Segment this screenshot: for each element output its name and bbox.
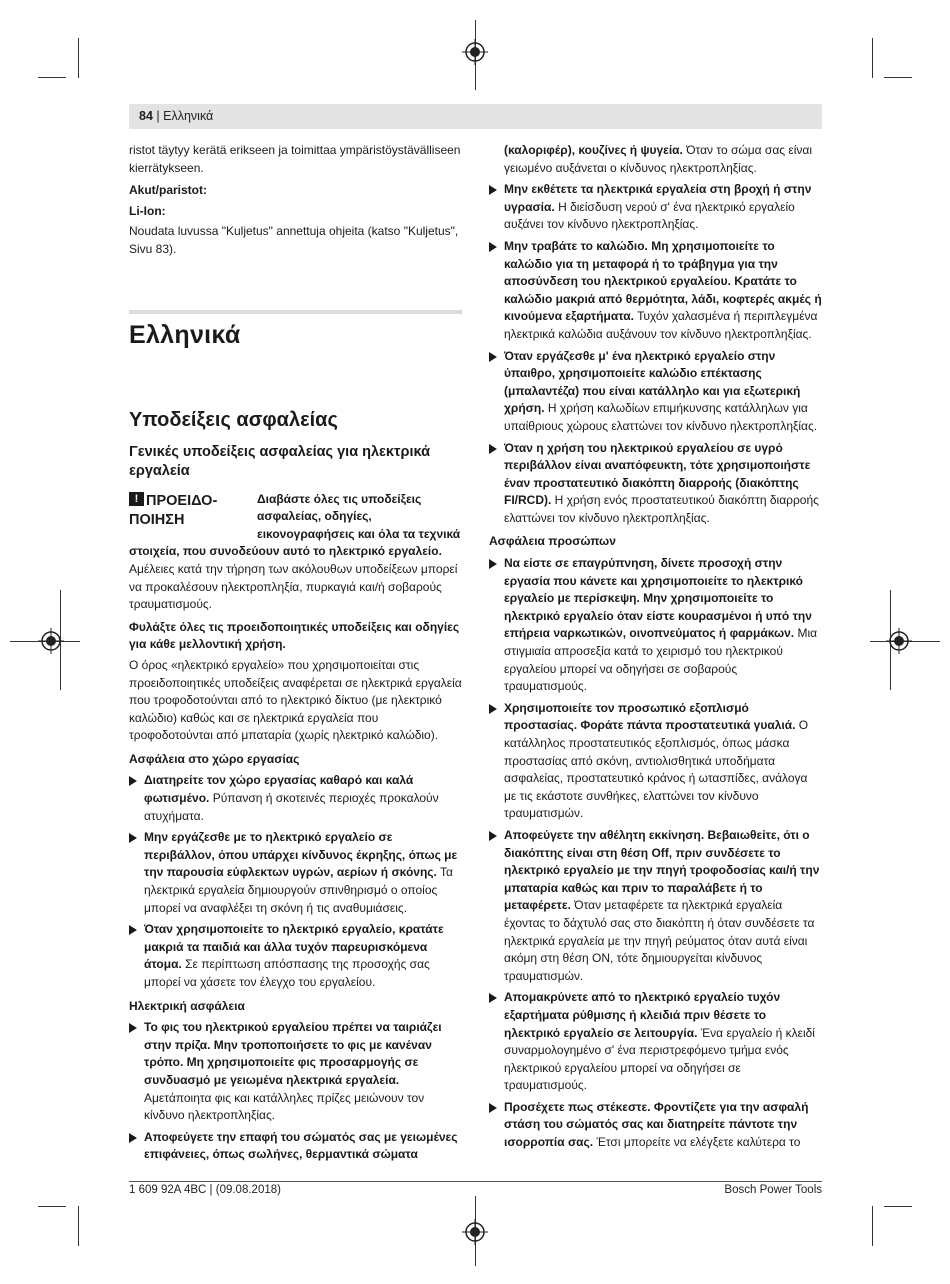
list-item-text: Ρύπανση ή σκοτεινές περιοχές προκαλούν ατυχήματα. bbox=[144, 791, 439, 823]
list-item bbox=[129, 772, 462, 825]
list-item-text: Η χρήση καλωδίων επιμήκυνσης κατάλληλων για υπαίθριους χώρους ελαττώνει τον κίνδυνο ηλεκτροπληξίας. bbox=[504, 401, 818, 433]
workplace-heading: Ασφάλεια στο χώρο εργασίας bbox=[129, 751, 300, 766]
registration-mark-icon bbox=[462, 39, 488, 65]
list-item-bold: Χρησιμοποιείτε τον προσωπικό εξοπλισμό προστασίας. Φοράτε πάντα προστατευτικά γυαλιά. bbox=[504, 700, 796, 733]
list-item bbox=[489, 827, 822, 985]
electrical-heading: Ηλεκτρική ασφάλεια bbox=[129, 998, 245, 1013]
page-header bbox=[129, 104, 822, 129]
list-item-bold: Απομακρύνετε από το ηλεκτρικό εργαλείο τυχόν εξαρτήματα ρύθμισης ή κλειδιά πριν θέσετε το ηλεκτρικό εργαλείο σε λειτουργία. bbox=[504, 990, 781, 1040]
crop-mark bbox=[884, 1206, 912, 1207]
warning-label: ΠΡΟΕΙΔΟΠΟΙΗΣΗ bbox=[129, 492, 218, 528]
list-item-bold: Διατηρείτε τον χώρο εργασίας καθαρό και καλά φωτισμένο. bbox=[144, 773, 414, 806]
list-item bbox=[129, 1019, 462, 1125]
crop-mark bbox=[884, 77, 912, 78]
list-item-text: Η χρήση ενός προστατευτικού διακόπτη διαρροής ελαττώνει τον κίνδυνο ηλεκτροπληξίας. bbox=[504, 493, 819, 525]
list-item-text: Ο κατάλληλος προστατευτικός εξοπλισμός, όπως μάσκα προστασίας από σκόνη, αντιολισθητικά υποδήματα ασφαλείας, προστατευτικό κράνος ή ωτασπίδες, ανάλογα με τις εκάστοτε συνθήκες, ελαττώνει τον κίνδυνο τραυματισμών. bbox=[504, 718, 809, 821]
crop-mark bbox=[78, 1206, 79, 1246]
list-item-text: Σε περίπτωση απόσπασης της προσοχής σας μπορεί να χάσετε τον έλεγχο του εργαλείου. bbox=[144, 957, 430, 989]
warning-block bbox=[129, 491, 462, 614]
list-item-bold: Αποφεύγετε την επαφή του σώματός σας με γειωμένες επιφάνειες, όπως σωλήνες, θερμαντικά σώματα bbox=[144, 1129, 458, 1162]
list-item bbox=[489, 238, 822, 344]
personal-heading: Ασφάλεια προσώπων bbox=[489, 534, 616, 549]
list-item-bold: Αποφεύγετε την αθέλητη εκκίνηση. Βεβαιωθείτε, ότι ο διακόπτης είναι στη θέση Off, πριν συνδέσετε το ηλεκτρικό εργαλείο με την πηγή τροφοδοσίας και/ή την μπαταρία καθώς και πριν το παραλάβετε ή το μεταφέρετε. bbox=[504, 827, 820, 913]
list-item-bold: (καλοριφέρ), κουζίνες ή ψυγεία. bbox=[504, 143, 683, 157]
list-item-text: Η διείσδυση νερού σ' ένα ηλεκτρικό εργαλείο αυξάνει τον κίνδυνο ηλεκτροπληξίας. bbox=[504, 199, 795, 232]
crop-mark bbox=[872, 38, 873, 78]
registration-mark-icon bbox=[38, 628, 64, 654]
footer-doc-code: 1 609 92A 4BC | (09.08.2018) bbox=[129, 1184, 281, 1196]
list-item-text: Τα ηλεκτρικά εργαλεία δημιουργούν σπινθηρισμό ο οποίος μπορεί να αναφλέξει τη σκόνη ή τις αναθυμιάσεις. bbox=[144, 865, 453, 915]
page-number: 84 bbox=[139, 109, 153, 123]
header-separator: | bbox=[156, 109, 160, 123]
keep-instructions: Φυλάξτε όλες τις προειδοποιητικές υποδείξεις και οδηγίες για κάθε μελλοντική χρήση. bbox=[129, 619, 460, 652]
list-item bbox=[489, 700, 822, 823]
section-title: Ελληνικά bbox=[129, 320, 241, 349]
list-item-bold: Προσέχετε πως στέκεστε. Φροντίζετε για την ασφαλή στάση του σώματός σας και διατηρείτε πάντοτε την ισορροπία σας. bbox=[504, 1099, 809, 1150]
registration-mark-icon bbox=[462, 1219, 488, 1245]
crop-mark bbox=[872, 1206, 873, 1246]
list-item-bold: Να είστε σε επαγρύπνηση, δίνετε προσοχή στην εργασία που κάνετε και χρησιμοποιείτε το ηλεκτρικό εργαλείο με περίσκεψη. Μην χρησιμοποιείτε το ηλεκτρικό εργαλείο όταν είστε κουρασμένοι ή υπό την επήρεια ναρκωτικών, οινοπνεύματος ή φαρμάκων. bbox=[504, 556, 812, 641]
list-item-bold: Μην εργάζεσθε με το ηλεκτρικό εργαλείο σε περιβάλλον, όπου υπάρχει κίνδυνος έκρηξης, όπως με την παρουσία εύφλεκτων υγρών, αερίων ή σκόνης. bbox=[144, 830, 458, 880]
crop-mark bbox=[78, 38, 79, 78]
crop-mark bbox=[38, 77, 66, 78]
warning-text: Αμέλειες κατά την τήρηση των ακόλουθων υποδείξεων μπορεί να προκαλέσουν ηλεκτροπληξία, πυρκαγιά και/ή σοβαρούς τραυματισμούς. bbox=[129, 561, 458, 612]
footer-divider bbox=[129, 1181, 822, 1182]
list-item bbox=[129, 921, 462, 991]
registration-mark-icon bbox=[886, 628, 912, 654]
li-ion-heading: Li-Ion: bbox=[129, 203, 166, 218]
warning-bold-text: Διαβάστε όλες τις υποδείξεις ασφαλείας, οδηγίες, εικονογραφήσεις και όλα τα τεχνικά στοιχεία, που συνοδεύουν αυτό το ηλεκτρικό εργαλείο. bbox=[129, 491, 461, 559]
warning-label-box bbox=[129, 491, 251, 530]
list-item bbox=[129, 829, 462, 917]
list-item-text: Όταν μεταφέρετε τα ηλεκτρικά εργαλεία έχοντας το δάχτυλό σας στο διακόπτη ή όταν συνδέσετε τα ηλεκτρικά εργαλεία με την πηγή ρεύματος όταν αυτά είναι ακόμη στη θέση ON, τότε δημιουργείται κίνδυνος τραυματισμών. bbox=[504, 898, 815, 983]
list-item bbox=[489, 348, 822, 436]
term-definition: Ο όρος «ηλεκτρικό εργαλείο» που χρησιμοποιείται στις προειδοποιητικές υποδείξεις αναφέρεται σε ηλεκτρικά εργαλεία που τροφοδοτούνται από το ηλεκτρικό δίκτυο (με ηλεκτρικό καλώδιο) καθώς και σε ηλεκτρικά εργαλεία που τροφοδοτούνται από μπαταρία (χωρίς ηλεκτρικό καλώδιο). bbox=[129, 657, 462, 743]
list-item-text: Αμετάποιητα φις και κατάλληλες πρίζες μειώνουν τον κίνδυνο ηλεκτροπληξίας. bbox=[144, 1090, 425, 1123]
left-column bbox=[129, 142, 462, 1164]
header-text bbox=[139, 109, 213, 123]
list-item-bold: Μην τραβάτε το καλώδιο. Μη χρησιμοποιείτε το καλώδιο για τη μεταφορά ή το τράβηγμα για την αποσύνδεση του ηλεκτρικού εργαλείου. Κρατάτε το καλώδιο μακριά από θερμότητα, λάδι, κοφτερές ακμές ή κινούμενα εξαρτήματα. bbox=[504, 238, 822, 324]
list-item-text: Μια στιγμιαία απροσεξία κατά το χειρισμό του ηλεκτρικού εργαλείου μπορεί να οδηγήσει σε σοβαρούς τραυματισμούς. bbox=[504, 626, 818, 694]
right-column bbox=[489, 142, 822, 1152]
section-divider bbox=[129, 310, 462, 314]
footer-brand: Bosch Power Tools bbox=[724, 1184, 822, 1196]
warning-triangle-icon bbox=[129, 492, 144, 506]
list-item-text: Τυχόν χαλασμένα ή περιπλεγμένα ηλεκτρικά καλώδια αυξάνουν τον κίνδυνο ηλεκτροπληξίας. bbox=[504, 309, 818, 341]
list-item bbox=[489, 1099, 822, 1152]
list-item-text: Έτσι μπορείτε να ελέγξετε καλύτερα το bbox=[596, 1135, 801, 1150]
list-item-bold: Όταν εργάζεσθε μ' ένα ηλεκτρικό εργαλείο στην ύπαιθρο, χρησιμοποιείτε καλώδιο επέκτασης (μπαλαντέζα) που είναι κατάλληλο και για εξωτερική χρήση. bbox=[504, 348, 801, 416]
header-language: Ελληνικά bbox=[163, 109, 214, 123]
list-item-bold: Μην εκθέτετε τα ηλεκτρικά εργαλεία στη βροχή ή στην υγρασία. bbox=[504, 182, 812, 214]
safety-title: Υποδείξεις ασφαλείας bbox=[129, 408, 338, 431]
list-item-bold: Το φις του ηλεκτρικού εργαλείου πρέπει να ταιριάζει στην πρίζα. Μην τροποποιήσετε το φις με κανέναν τρόπο. Μη χρησιμοποιείτε φις προσαρμογής σε συνδυασμό με γειωμένα ηλεκτρικά εργαλεία. bbox=[144, 1020, 442, 1087]
list-item-bold: Όταν η χρήση του ηλεκτρικού εργαλείου σε υγρό περιβάλλον είναι αναπόφευκτη, τότε χρησιμοποιήστε έναν προστατευτικό διακόπτη διαρροής (διακόπτης FI/RCD). bbox=[504, 440, 811, 508]
list-item bbox=[489, 989, 822, 1095]
intro-text: ristot täytyy kerätä erikseen ja toimittaa ympäristöystävälliseen kierrätykseen. bbox=[129, 143, 461, 175]
list-item bbox=[489, 181, 822, 234]
list-item bbox=[129, 1129, 462, 1164]
continued-item bbox=[489, 142, 822, 177]
crop-mark bbox=[38, 1206, 66, 1207]
list-item bbox=[489, 440, 822, 528]
akut-heading: Akut/paristot: bbox=[129, 183, 207, 198]
general-safety-title: Γενικές υποδείξεις ασφαλείας για ηλεκτρικά εργαλεία bbox=[129, 443, 431, 479]
list-item-bold: Όταν χρησιμοποιείτε το ηλεκτρικό εργαλείο, κρατάτε μακριά τα παιδιά και άλλα τυχόν παρευρισκόμενα άτομα. bbox=[144, 922, 444, 972]
list-item-text: Ένα εργαλείο ή κλειδί συναρμολογημένο σ' ένα περιστρεφόμενο τμήμα ενός ηλεκτρικού εργαλείου μπορεί να οδηγήσει σε τραυματισμούς. bbox=[504, 1025, 815, 1093]
li-ion-text: Noudata luvussa "Kuljetus" annettuja ohjeita (katso "Kuljetus", Sivu 83). bbox=[129, 224, 459, 256]
list-item-text: Όταν το σώμα σας είναι γειωμένο αυξάνεται ο κίνδυνος ηλεκτροπληξίας. bbox=[504, 143, 812, 175]
list-item bbox=[489, 555, 822, 696]
